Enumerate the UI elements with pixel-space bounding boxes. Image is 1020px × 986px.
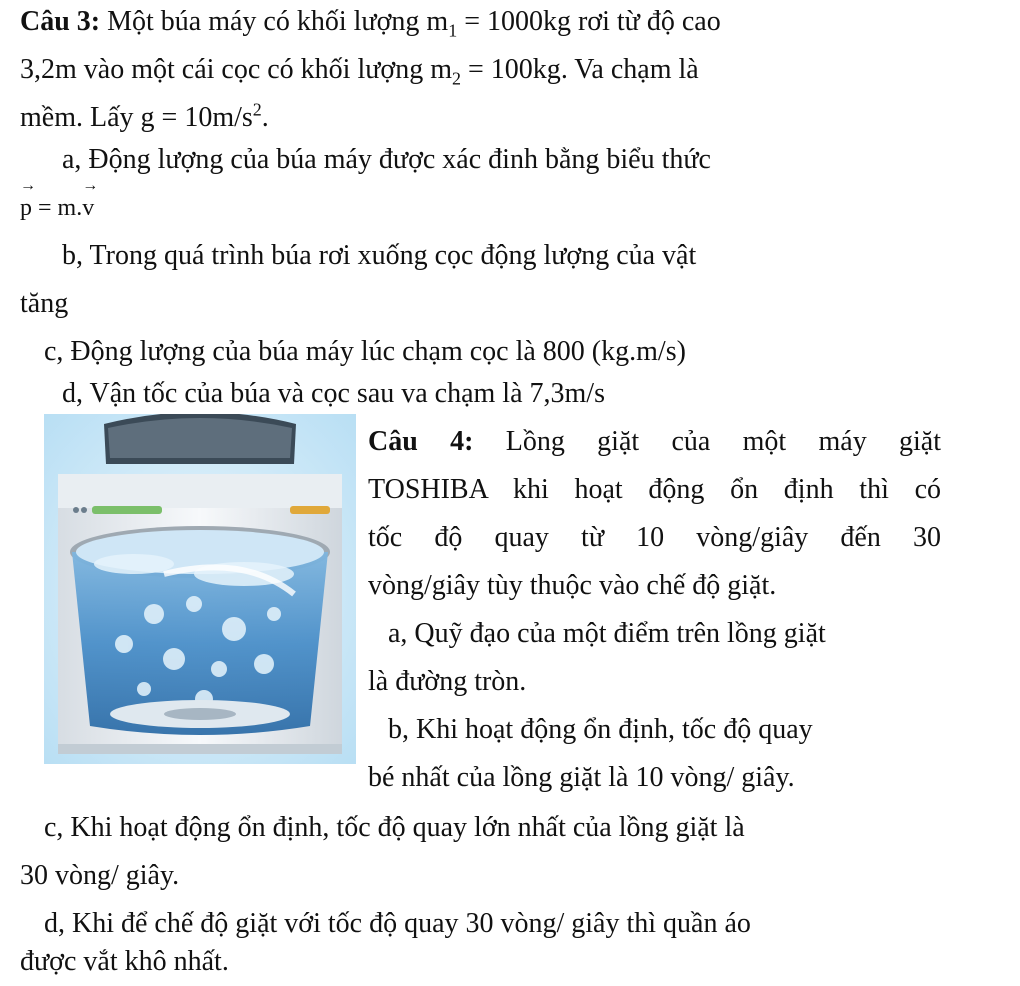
washing-machine-icon <box>44 414 356 764</box>
q4-option-b-line-2: bé nhất của lồng giặt là 10 vòng/ giây. <box>368 762 795 793</box>
q3-option-b-line-2: tăng <box>20 288 69 319</box>
q4-option-b-line-1: b, Khi hoạt động ổn định, tốc độ quay <box>388 714 813 745</box>
g-expression: $g = 10m/s^2$ <box>140 99 262 133</box>
q4-label: Câu 4: <box>368 426 474 457</box>
q4-line-2: TOSHIBA khi hoạt động ổn định thì có <box>368 474 941 505</box>
q3-option-c: c, Động lượng của búa máy lúc chạm cọc là 800 (kg.m/s) <box>44 336 686 367</box>
q4-option-d-line-1: d, Khi để chế độ giặt với tốc độ quay 30 vòng/ giây thì quần áo <box>44 908 751 939</box>
q4-line-1: Câu 4: Lồng giặt của một máy giặt <box>368 426 941 457</box>
q3-line-1: Câu 3: Một búa máy có khối lượng $m_1 = 1000kg$ rơi từ độ cao <box>20 6 721 41</box>
q3-line-2: 3,2m vào một cái cọc có khối lượng $m_2 = 100kg$. Va chạm là <box>20 54 699 89</box>
q4-option-a-line-2: là đường tròn. <box>368 666 527 697</box>
momentum-formula: → p = m.→ v <box>20 184 94 232</box>
m2-expression: $m_2 = 100kg$ <box>430 54 561 89</box>
q3-option-d: d, Vận tốc của búa và cọc sau va chạm là 7,3m/s <box>62 378 605 409</box>
washing-machine-image <box>44 414 356 764</box>
q4-line-4: vòng/giây tùy thuộc vào chế độ giặt. <box>368 570 777 601</box>
q3-label: Câu 3: <box>20 6 101 37</box>
q4-option-d-line-2: được vắt khô nhất. <box>20 946 229 977</box>
q4-option-a-line-1: a, Quỹ đạo của một điểm trên lồng giặt <box>388 618 826 649</box>
q4-option-c-line-1: c, Khi hoạt động ổn định, tốc độ quay lớn nhất của lồng giặt là <box>44 812 745 843</box>
m1-expression: $m_1 = 1000kg$ <box>426 6 571 41</box>
q4-option-c-line-2: 30 vòng/ giây. <box>20 860 180 891</box>
q3-option-a: a, Động lượng của búa máy được xác đinh bằng biểu thức <box>62 144 711 175</box>
q3-line-3: mềm. Lấy $g = 10m/s^2$. <box>20 99 269 133</box>
q4-line-3: tốc độ quay từ 10 vòng/giây đến 30 <box>368 522 941 553</box>
q3-option-b-line-1: b, Trong quá trình búa rơi xuống cọc động lượng của vật <box>62 240 697 271</box>
